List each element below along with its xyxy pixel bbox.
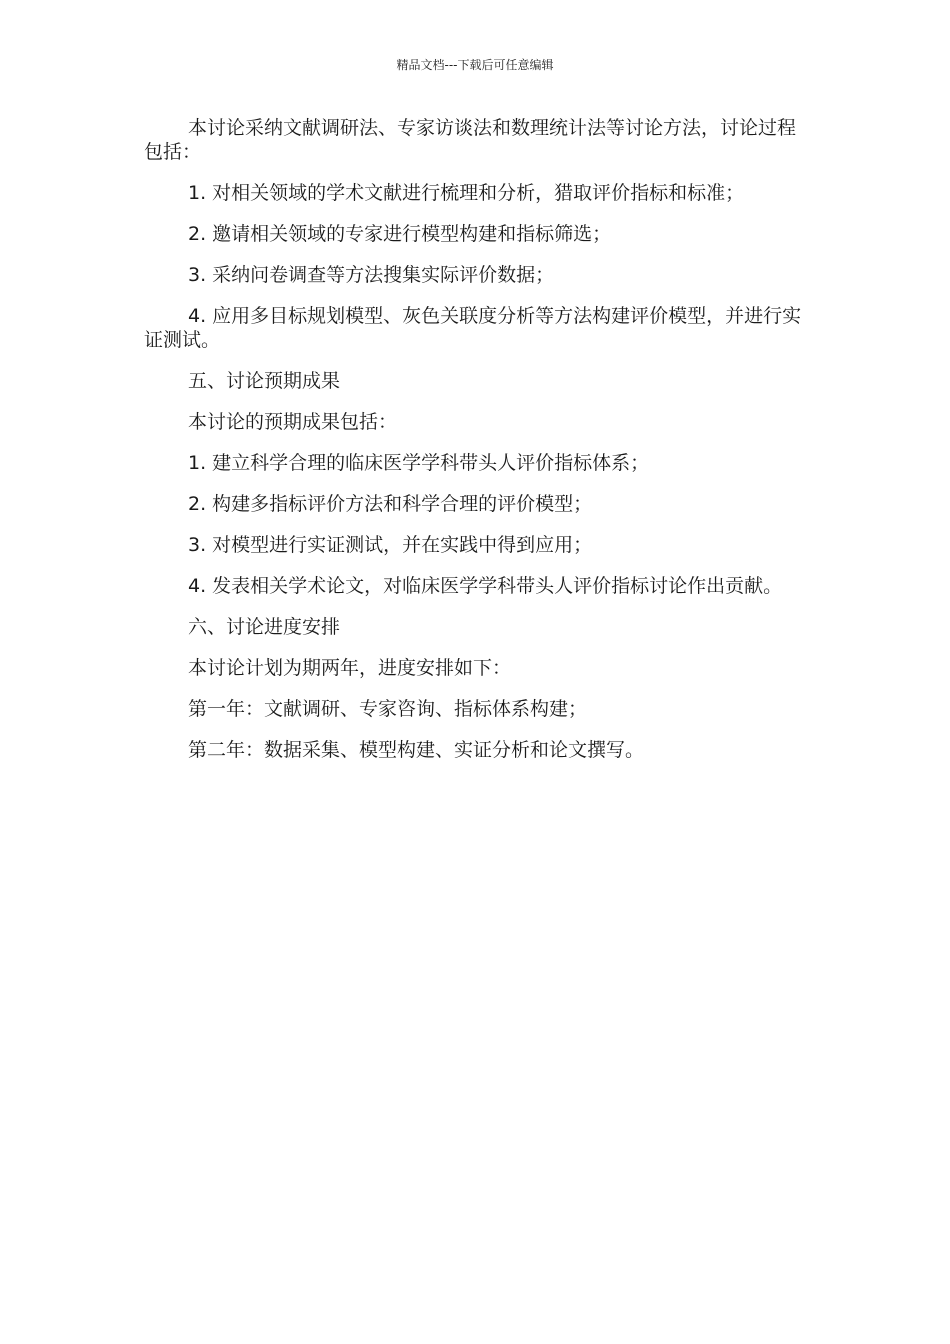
expected-result-3: 3. 对模型进行实证测试，并在实践中得到应用；	[188, 534, 593, 556]
expected-results-intro: 本讨论的预期成果包括：	[188, 411, 398, 433]
schedule-year-1: 第一年：文献调研、专家咨询、指标体系构建；	[188, 698, 588, 720]
methods-intro-paragraph: 本讨论采纳文献调研法、专家访谈法和数理统计法等讨论方法，讨论过程包括：	[144, 117, 797, 163]
method-step-1: 1. 对相关领域的学术文献进行梳理和分析，猎取评价指标和标准；	[188, 182, 745, 204]
expected-result-1: 1. 建立科学合理的临床医学学科带头人评价指标体系；	[188, 452, 650, 474]
schedule-year-2: 第二年：数据采集、模型构建、实证分析和论文撰写。	[188, 739, 645, 761]
document-body	[144, 116, 804, 779]
expected-result-2: 2. 构建多指标评价方法和科学合理的评价模型；	[188, 493, 593, 515]
method-step-4: 4. 应用多目标规划模型、灰色关联度分析等方法构建评价模型，并进行实证测试。	[144, 305, 802, 351]
page-header: 精品文档---下载后可任意编辑	[396, 58, 554, 72]
expected-result-4: 4. 发表相关学术论文，对临床医学学科带头人评价指标讨论作出贡献。	[188, 575, 783, 597]
method-step-2: 2. 邀请相关领域的专家进行模型构建和指标筛选；	[188, 223, 612, 245]
method-step-3: 3. 采纳问卷调查等方法搜集实际评价数据；	[188, 264, 555, 286]
section-heading-expected-results: 五、讨论预期成果	[188, 370, 341, 392]
schedule-intro: 本讨论计划为期两年，进度安排如下：	[188, 657, 512, 679]
section-heading-schedule: 六、讨论进度安排	[188, 616, 341, 638]
